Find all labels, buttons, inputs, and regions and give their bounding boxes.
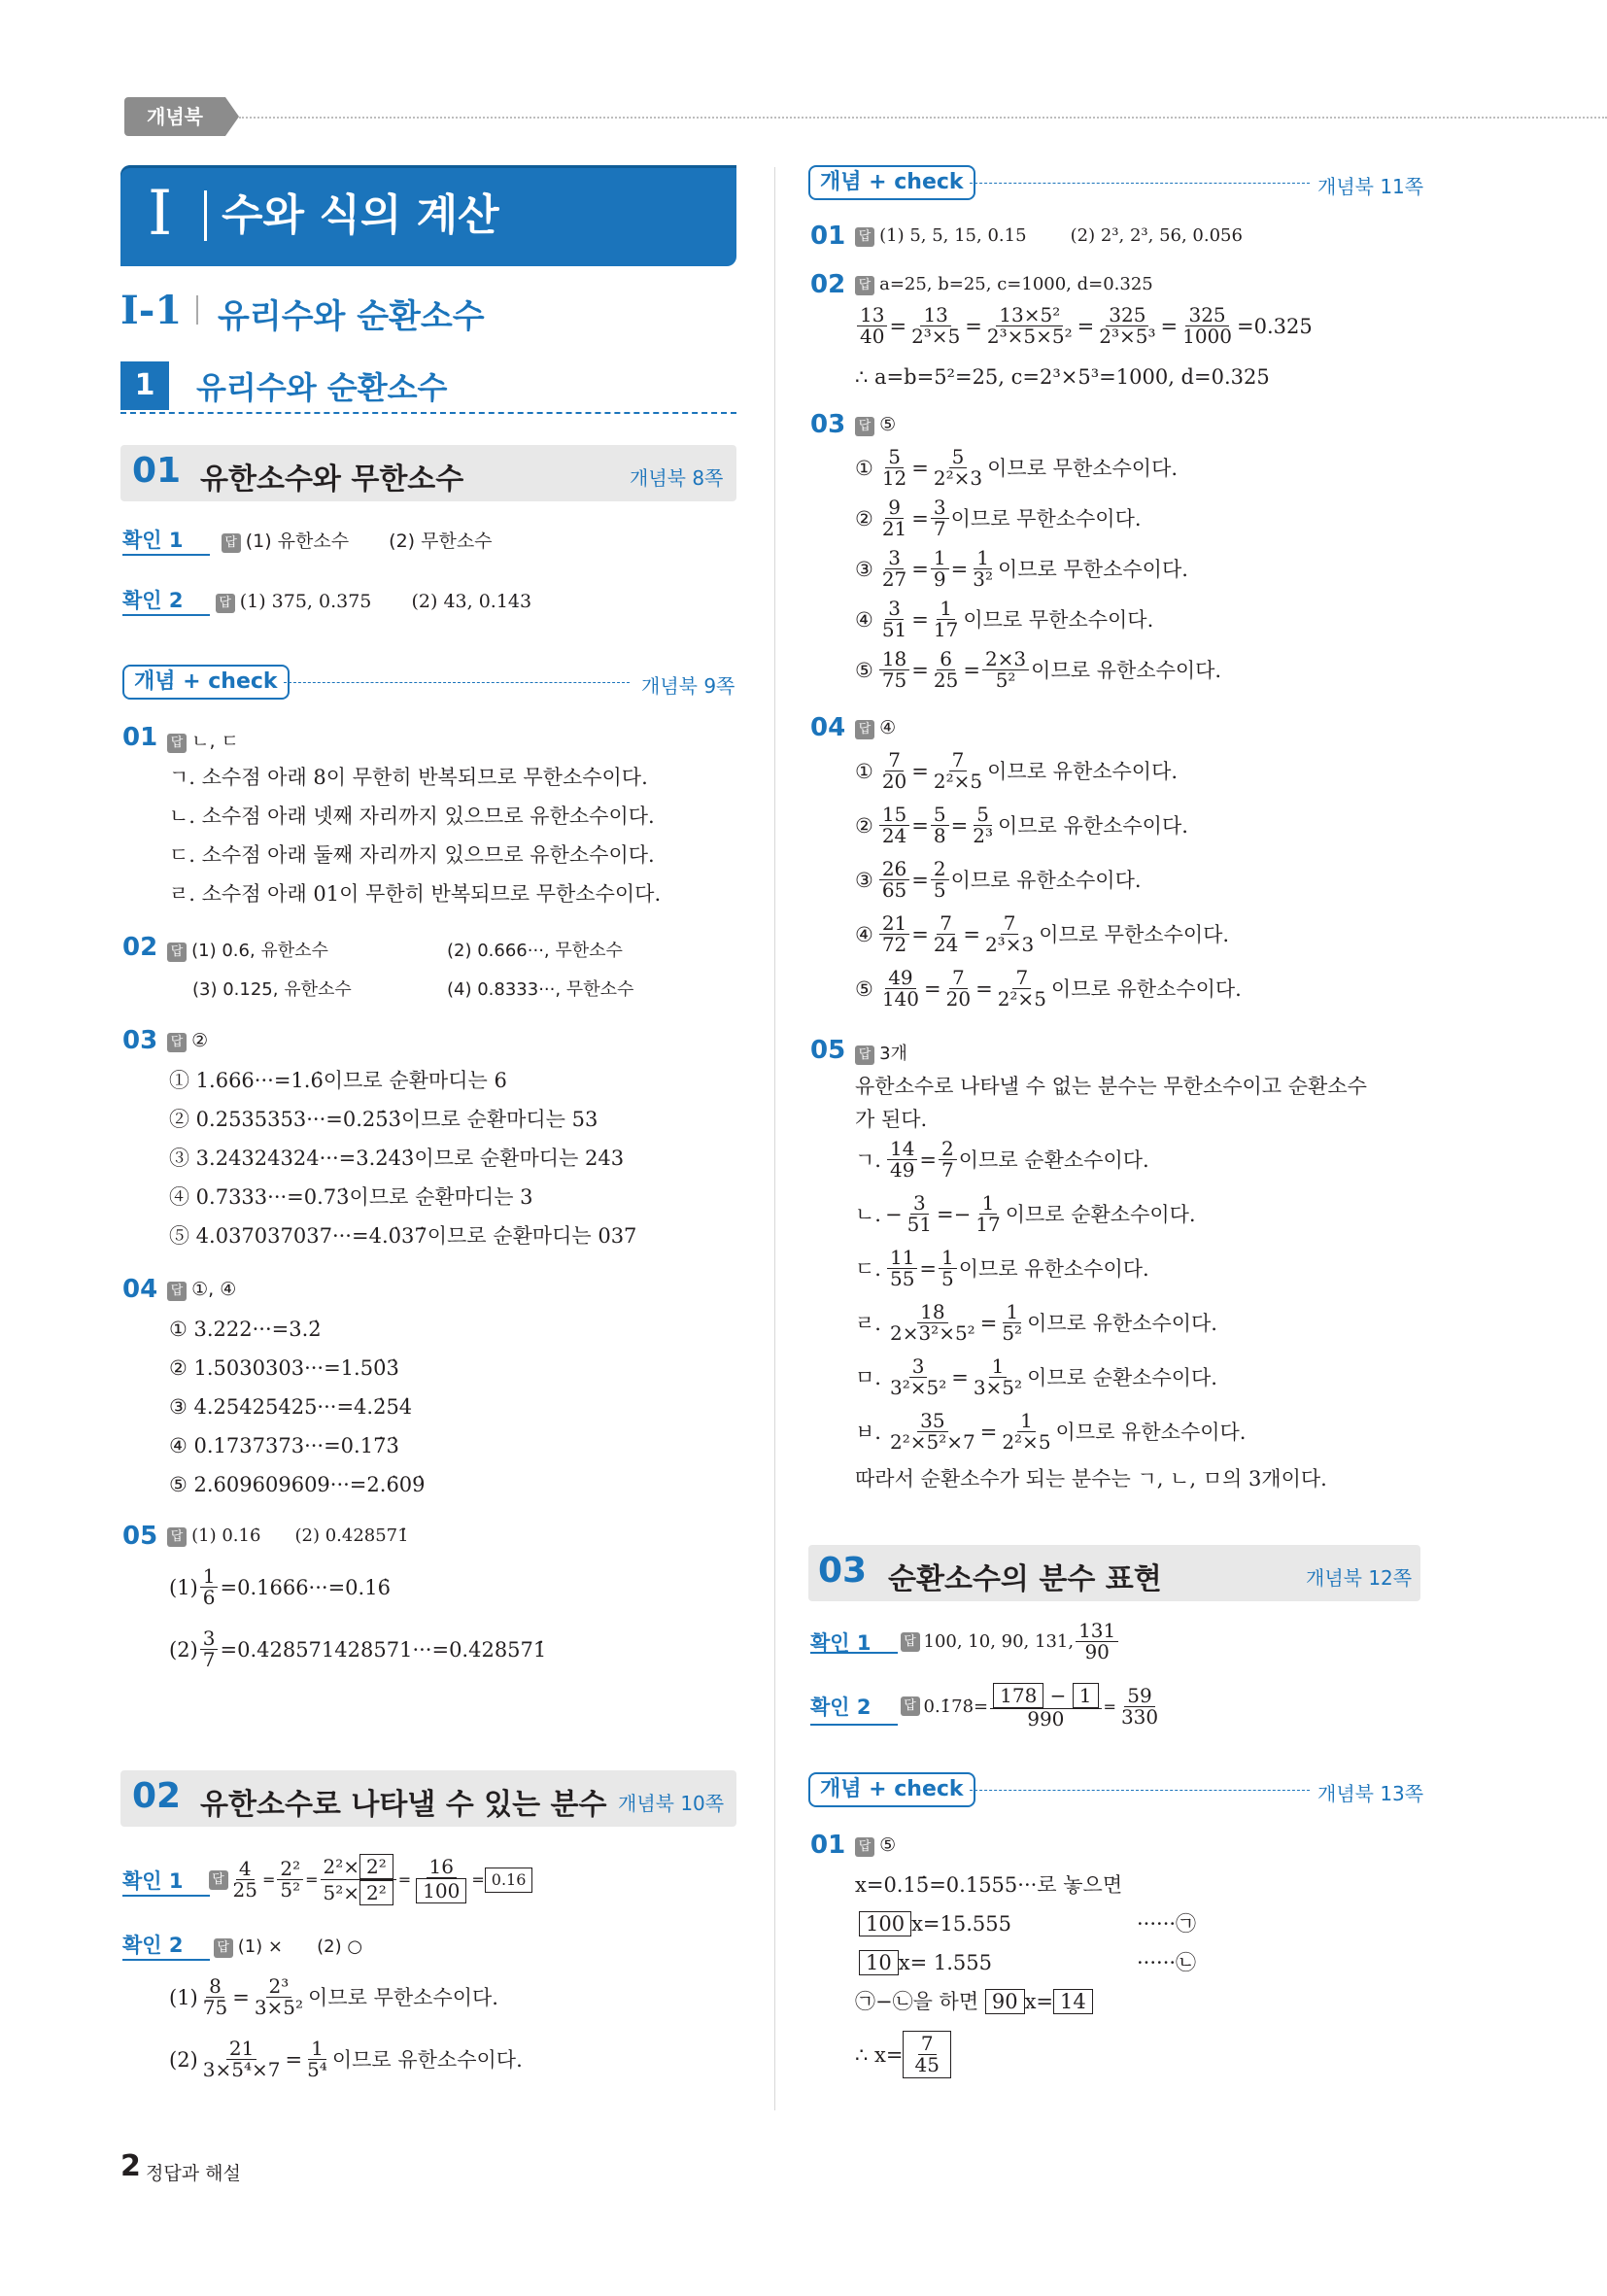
fraction: $\frac{7}{20}$ (881, 748, 907, 793)
section-divider (196, 295, 198, 325)
line-text: ㉠−㉡을 하면 (855, 1990, 979, 2013)
fraction: $\frac{1}{\text{5²}}$ (1002, 1300, 1023, 1345)
explanation-line (169, 1628, 546, 1670)
check-underline (122, 1895, 210, 1897)
check-2-row (122, 585, 531, 614)
fraction: $\frac{7}{45}$ (914, 2032, 940, 2076)
chapter-divider (204, 190, 207, 241)
fraction: $\frac{35}{\text{2²×5²×7}}$ (889, 1409, 975, 1454)
concept-check-tag: 개념 + check (808, 165, 975, 200)
answer-row (167, 1279, 236, 1301)
concept-rule (284, 682, 630, 683)
line-text: 이므로 유한소수이다. (1055, 1420, 1247, 1444)
fraction: $\frac{325}{1000}$ (1182, 303, 1233, 348)
topic-reference: 개념북 12쪽 (1306, 1566, 1413, 1590)
fraction: $\frac{18}{75}$ (879, 649, 909, 691)
topic-reference: 개념북 10쪽 (618, 1792, 725, 1815)
answer-row (167, 1525, 409, 1547)
item-label: (2) (169, 2047, 198, 2072)
fraction: $\frac{5}{8}$ (931, 805, 949, 846)
fraction: $\frac{3}{51}$ (906, 1191, 933, 1236)
concept-reference: 개념북 11쪽 (1317, 175, 1424, 198)
fraction: $\frac{7}{24}$ (933, 911, 959, 956)
answer-badge: 답 (214, 1938, 233, 1958)
check-underline (810, 1652, 898, 1654)
explanation-line (855, 497, 1142, 539)
explanation-line (855, 968, 1242, 1010)
concept-check-tag: 개념 + check (808, 1772, 975, 1807)
fraction: $\frac{1}{\text{2²×5}}$ (1002, 1409, 1051, 1454)
fraction: $\frac{7}{20}$ (945, 966, 972, 1011)
check-2-row: 확인 2 답 0.1̇78̇= $\frac{178 - 1}{990}$ = $\frac{59}{330}$ (810, 1683, 1163, 1730)
equals-sign: = (911, 868, 929, 892)
answer-badge: 답 (855, 227, 874, 247)
answer-1: (1) 5, 5, 15, 0.15 (879, 225, 1027, 246)
fraction: $\frac{\text{2²}}{\text{5²}}$ (277, 1859, 303, 1901)
equals-sign: = (911, 658, 929, 682)
fraction: $\frac{11}{55}$ (887, 1248, 917, 1289)
fraction: $\frac{49}{140}$ (881, 966, 920, 1011)
explanation-line: ② 0.2535353···=0.25̇3̇이므로 순환마디는 53 (169, 1108, 598, 1131)
question-number: 01 (810, 1831, 846, 1860)
item-label: ① (855, 759, 873, 783)
fraction: $\frac{18}{\text{2×3²×5²}}$ (889, 1300, 975, 1345)
check-label: 확인 1 (810, 1630, 872, 1655)
fraction: $\frac{9}{21}$ (881, 496, 907, 540)
equals-sign: = (911, 759, 929, 783)
fraction: $\frac{13}{40}$ (857, 305, 887, 347)
fraction: $\frac{21}{72}$ (879, 913, 909, 955)
item-label: (2) (169, 1637, 198, 1662)
answer-badge: 답 (855, 720, 874, 739)
answer-badge: 답 (855, 1837, 874, 1857)
explanation-line: ③ 4.25425425···=4.2̇54̇ (169, 1395, 413, 1419)
column-divider (774, 167, 775, 2110)
question-number: 01 (810, 222, 846, 251)
fraction: $\frac{6}{25}$ (933, 647, 959, 692)
line-text: 이므로 무한소수이다. (1039, 922, 1230, 946)
equals-sign: = (919, 1148, 938, 1172)
fraction: $\frac{5}{12}$ (881, 445, 907, 490)
item-label: ② (855, 506, 873, 531)
answer-box (903, 2031, 950, 2078)
explanation-line: (1) $\frac{8}{75}$ = $\frac{\text{2³}}{\text{3×5²}}$ 이므로 무한소수이다. (169, 1974, 498, 2019)
explanation-line (855, 1193, 1196, 1235)
line-text: =0.325 (1237, 314, 1313, 338)
fraction: $\frac{15}{24}$ (879, 805, 909, 846)
item-label: ㄱ. (855, 1148, 881, 1172)
check-label: 확인 2 (122, 589, 184, 612)
footer-title: 정답과 해설 (146, 2163, 241, 2184)
equation-tag: ······㉠ (1137, 1912, 1197, 1936)
book-tab: 개념북 (124, 97, 225, 136)
fraction: $\frac{1}{6}$ (200, 1566, 219, 1608)
explanation-line (855, 447, 1178, 489)
fraction: $\frac{325}{\text{2³×5³}}$ (1099, 303, 1156, 348)
fraction: $\frac{2}{5}$ (931, 859, 949, 901)
topic-title: 유한소수로 나타낼 수 있는 분수 (200, 1788, 607, 1822)
explanation-line (859, 1910, 1011, 1937)
fraction: $\frac{\text{13×5²}}{\text{2³×5×5²}}$ (986, 303, 1073, 348)
fraction: $\frac{131}{90}$ (1076, 1621, 1118, 1662)
answer-1: (1) × (237, 1936, 283, 1957)
header-rule (239, 117, 1607, 119)
item-label: ④ (855, 922, 873, 946)
answer-badge: 답 (167, 1527, 187, 1547)
fraction: $\frac{16}{100}$ (413, 1857, 469, 1903)
question-number: 04 (810, 713, 846, 742)
explanation-line: ② 1.5030303···=1.50̇3̇ (169, 1356, 399, 1380)
answer-box: 0.16 (485, 1868, 533, 1893)
fraction: $\frac{2\times 3}{\text{5²}}$ (982, 649, 1029, 691)
answer-badge: 답 (222, 533, 241, 553)
explanation-line: ㄹ. 소수점 아래 01이 무한히 반복되므로 무한소수이다. (169, 882, 662, 906)
check-underline (122, 554, 210, 556)
fraction: $\frac{26}{65}$ (879, 859, 909, 901)
equals-sign: = (919, 1256, 938, 1281)
answer-badge: 답 (209, 1870, 228, 1890)
line-text: 이므로 순환소수이다. (958, 1148, 1149, 1172)
question-number: 02 (810, 270, 846, 299)
concept-check-tag: 개념 + check (122, 665, 290, 700)
explanation-line: ⑤ 2.609609609···=2.6̇09̇ (169, 1473, 426, 1496)
fraction: $\frac{5}{\text{2²×3}}$ (933, 445, 983, 490)
answer-2: (2) ○ (317, 1936, 363, 1957)
line-text: 이므로 무한소수이다. (308, 1985, 498, 2009)
answer-text: 0.1̇78̇= (923, 1696, 989, 1717)
fraction: $\frac{1}{5}$ (939, 1248, 957, 1289)
line-text: 이므로 유한소수이다. (331, 2047, 523, 2072)
answer-row (855, 717, 896, 739)
subsection-number: 1 (120, 361, 169, 410)
fraction: $\frac{7}{\text{2³×3}}$ (984, 911, 1035, 956)
fraction: $\frac{3}{7}$ (200, 1628, 219, 1670)
check-1-row (810, 1621, 1120, 1662)
answer-row (855, 1040, 907, 1065)
answer-1: (1) 375, 0.375 (239, 591, 372, 612)
fraction: $\frac{3}{51}$ (881, 597, 907, 641)
equals-sign: = (950, 557, 969, 581)
equals-sign: = (963, 922, 980, 946)
conclusion-line: 따라서 순환소수가 되는 분수는 ㄱ, ㄴ, ㅁ의 3개이다. (855, 1467, 1327, 1491)
line-text: 이므로 유한소수이다. (958, 1256, 1149, 1281)
answer-2: (2) 무한소수 (389, 531, 493, 552)
line-text: x= 1.555 (898, 1951, 992, 1974)
explanation-line (855, 1988, 1093, 2015)
fraction: $\frac{3}{7}$ (931, 497, 949, 539)
fraction: $\frac{7}{\text{2²×5}}$ (933, 748, 983, 793)
fraction: $\frac{3}{\text{3²×5²}}$ (889, 1354, 947, 1399)
topic-number: 03 (818, 1551, 868, 1591)
check-underline (810, 1724, 898, 1726)
line-text: 이므로 무한소수이다. (987, 456, 1179, 480)
line-text: 이므로 유한소수이다. (987, 759, 1179, 783)
item-label: ① (855, 456, 873, 480)
concept-reference: 개념북 13쪽 (1317, 1782, 1424, 1805)
explanation-line: ㄴ. 소수점 아래 넷째 자리까지 있으므로 유한소수이다. (169, 805, 655, 828)
fraction: $\frac{178 - 1}{990}$ (990, 1683, 1101, 1730)
explanation-line: $\frac{13}{40}$ = $\frac{13}{\text{2³×5}}$ = $\frac{\text{13×5²}}{\text{2³×5×5²}}$ = $\frac{325}{\text{2³×5³}}$ = $\frac{325}{1000}$ =0.325 (855, 305, 1313, 347)
explanation-line (855, 913, 1229, 955)
subsection-title: 유리수와 순환소수 (196, 369, 448, 406)
explanation-line (855, 649, 1221, 691)
answer-value: ⑤ (879, 414, 897, 435)
check-underline (122, 614, 210, 616)
fraction: $\frac{1}{\text{5⁴}}$ (307, 2037, 327, 2081)
explanation-line (855, 1302, 1217, 1344)
equals-sign: = (951, 1365, 969, 1389)
equals-sign: = (911, 506, 929, 531)
answer-box: 10 (859, 1950, 899, 1975)
answer-badge: 답 (855, 1045, 874, 1065)
check-label: 확인 1 (122, 529, 184, 552)
item-label: ㄹ. (855, 1311, 881, 1335)
item-label: ㄴ. (855, 1202, 881, 1226)
explanation-line (169, 1566, 391, 1608)
answer-badge: 답 (901, 1696, 920, 1716)
item-label: ㅁ. (855, 1365, 881, 1389)
explanation-line (855, 1139, 1149, 1181)
answer-2: (2) 2³, 2³, 56, 0.056 (1070, 225, 1243, 246)
item-label: ⑤ (855, 658, 873, 682)
fraction: $\frac{1}{17}$ (975, 1191, 1001, 1236)
equals-sign: = (911, 922, 929, 946)
fraction: $\frac{7}{\text{2²×5}}$ (997, 966, 1046, 1011)
answer-1: (1) 0.16̇ (191, 1525, 261, 1546)
check-1-row (122, 525, 493, 554)
line-text: 이므로 무한소수이다. (950, 506, 1142, 531)
answer-1: (1) 0.6, 유한소수 (191, 941, 328, 961)
explanation-line: 유한소수로 나타낼 수 없는 분수는 무한소수이고 순환소수 (855, 1075, 1367, 1098)
section-number: I-1 (120, 288, 183, 333)
equals-sign: = (950, 813, 969, 838)
explanation-line: ④ 0.1737373···=0.17̇3̇ (169, 1434, 399, 1457)
topic-number: 01 (132, 451, 182, 491)
equals-sign: = (911, 557, 929, 581)
topic-title: 순환소수의 분수 표현 (888, 1562, 1162, 1596)
fraction: $\frac{5}{\text{2³}}$ (973, 803, 993, 847)
explanation-line (855, 859, 1142, 901)
item-label: ③ (855, 868, 873, 892)
answer-1: (1) 유한소수 (245, 531, 350, 552)
check-label: 확인 2 (122, 1934, 184, 1957)
explanation-line: ① 3.222···=3.2̇ (169, 1318, 322, 1341)
line-text: 이므로 무한소수이다. (963, 607, 1154, 632)
explanation-line: ③ 3.24324324···=3.2̇43̇이므로 순환마디는 243 (169, 1147, 625, 1170)
fraction: $\frac{13}{\text{2³×5}}$ (911, 303, 961, 348)
explanation-line (855, 805, 1188, 846)
check-label: 확인 1 (122, 1868, 184, 1893)
question-number: 03 (810, 410, 846, 439)
item-label: ② (855, 813, 873, 838)
item-label: (1) (169, 1575, 198, 1599)
equals-sign: = (911, 813, 929, 838)
equals-sign: = (911, 456, 929, 480)
answer-box: 90 (985, 1989, 1025, 2014)
line-text: 이므로 유한소수이다. (1050, 977, 1242, 1001)
answer-badge: 답 (167, 1282, 187, 1301)
line-text: 이므로 무한소수이다. (997, 557, 1188, 581)
explanation-line (855, 1248, 1149, 1289)
line-text: 이므로 유한소수이다. (1031, 658, 1222, 682)
equals-sign: = (911, 607, 929, 632)
line-text: ∴ x= (855, 2042, 904, 2067)
explanation-line: ∴ a=b=5²=25, c=2³×5³=1000, d=0.325 (855, 365, 1270, 389)
fraction: $\frac{8}{75}$ (202, 1974, 228, 2019)
item-label: ④ (855, 607, 873, 632)
equals-sign: = (924, 977, 941, 1001)
explanation-line: ④ 0.7333···=0.73̇이므로 순환마디는 3 (169, 1185, 533, 1209)
equation-tag: ······㉡ (1137, 1951, 1197, 1974)
equals-sign: = (979, 1311, 998, 1335)
answer-box: 100 (859, 1911, 911, 1936)
item-label: (1) (169, 1985, 198, 2009)
question-number: 01 (122, 723, 158, 752)
answer-value: ⑤ (879, 1834, 897, 1856)
question-number: 05 (122, 1522, 158, 1551)
equals-sign: = (979, 1420, 998, 1444)
answer-text: 100, 10, 90, 131, (923, 1631, 1075, 1652)
line-text: 이므로 유한소수이다. (1027, 1311, 1217, 1335)
explanation-line (855, 548, 1188, 590)
answer-2: (2) 0.666···, 무한소수 (447, 941, 623, 961)
check-underline (122, 1959, 210, 1961)
answer-row (855, 274, 1153, 295)
question-number: 03 (122, 1026, 158, 1055)
answer-box: 14 (1053, 1989, 1093, 2014)
check-label: 확인 2 (810, 1696, 872, 1719)
answer-value: 3개 (879, 1044, 907, 1064)
answer-value: ㄴ, ㄷ (191, 731, 239, 752)
answer-row (855, 225, 1243, 247)
answer-value: ④ (879, 717, 897, 738)
fraction: $\frac{1}{17}$ (933, 597, 959, 641)
fraction: $\frac{14}{49}$ (887, 1139, 917, 1181)
topic-number: 02 (132, 1776, 182, 1816)
fraction: $\frac{\text{2³}}{\text{3×5²}}$ (254, 1974, 304, 2019)
answer-badge: 답 (855, 417, 874, 436)
answer-badge: 답 (855, 276, 874, 295)
answer-value: a=25, b=25, c=1000, d=0.325 (879, 274, 1153, 294)
concept-reference: 개념북 9쪽 (641, 674, 735, 698)
explanation-line (855, 599, 1153, 640)
chapter-number: I (148, 178, 173, 250)
explanation-line (855, 1356, 1217, 1398)
answer-row (855, 414, 896, 436)
line-text: x=15.555 (911, 1912, 1012, 1936)
fraction: $\frac{4}{25}$ (232, 1857, 257, 1902)
fraction: $\frac{1}{9}$ (931, 548, 949, 590)
line-text: x= (1024, 1990, 1054, 2013)
answer-2: (2) 43, 0.143 (411, 591, 532, 612)
topic-title: 유한소수와 무한소수 (200, 463, 464, 497)
explanation-line: ① 1.666···=1.6̇이므로 순환마디는 6 (169, 1069, 507, 1092)
answer-2: (2) 0.4̇28571̇ (294, 1525, 409, 1546)
line-text: 이므로 순환소수이다. (1005, 1202, 1196, 1226)
answer-row (167, 727, 239, 753)
equals-sign: = (975, 977, 993, 1001)
fraction: $\frac{1}{\text{3×5²}}$ (973, 1354, 1023, 1399)
fraction: $\frac{\text{2²× 2²}}{\text{5²× 2²}}$ (321, 1854, 396, 1905)
page-number: 2 (120, 2149, 141, 2183)
answer-3: (3) 0.125, 유한소수 (192, 979, 352, 1000)
line-text: =0.428571428571···=0.4̇28571̇ (220, 1637, 547, 1662)
answer-value: ② (191, 1030, 209, 1051)
answer-badge: 답 (167, 1033, 187, 1052)
line-text: 이므로 순환소수이다. (1027, 1365, 1217, 1389)
item-label: ③ (855, 557, 873, 581)
answer-badge: 답 (216, 594, 235, 613)
item-label: ㅂ. (855, 1420, 881, 1444)
concept-rule (970, 1790, 1310, 1791)
answer-row (167, 937, 328, 962)
check-2-row (122, 1930, 362, 1959)
equals-sign: =− (937, 1202, 972, 1226)
explanation-line: ㄱ. 소수점 아래 8이 무한히 반복되므로 무한소수이다. (169, 766, 648, 789)
concept-rule (970, 183, 1310, 184)
explanation-line (855, 1411, 1246, 1453)
answer-value: ①, ④ (191, 1279, 237, 1300)
chapter-title: 수와 식의 계산 (222, 190, 499, 240)
book-tab-arrow (225, 97, 239, 136)
explanation-line: 가 된다. (855, 1108, 928, 1131)
answer-badge: 답 (901, 1632, 920, 1652)
subsection-rule (120, 412, 736, 414)
item-label: ⑤ (855, 977, 873, 1001)
answer-4: (4) 0.8333···, 무한소수 (447, 979, 634, 1000)
section-title: 유리수와 순환소수 (218, 297, 485, 336)
explanation-line (855, 2031, 951, 2078)
check-1-row: 확인 1 답 $\frac{4}{25}$ = $\frac{\text{2²}}{\text{5²}}$ = $\frac{\text{2²× 2²}}{\text{5²× 2²}}$ = $\frac{16}{100}$ = 0.16 (122, 1854, 532, 1905)
topic-reference: 개념북 8쪽 (630, 466, 724, 490)
explanation-line: ㄷ. 소수점 아래 둘째 자리까지 있으므로 유한소수이다. (169, 843, 655, 867)
question-number: 05 (810, 1036, 846, 1065)
explanation-line (855, 750, 1178, 792)
answer-badge: 답 (167, 942, 187, 962)
fraction: $\frac{2}{7}$ (939, 1139, 957, 1181)
explanation-line: ⑤ 4.037037037···=4.0̇37̇이므로 순환마디는 037 (169, 1224, 637, 1248)
answer-badge: 답 (167, 734, 187, 753)
fraction: $\frac{1}{\text{3²}}$ (973, 546, 993, 591)
fraction: $\frac{21}{\text{3×5⁴×7}}$ (202, 2037, 281, 2081)
line-text: 이므로 유한소수이다. (997, 813, 1188, 838)
item-label: ㄷ. (855, 1256, 881, 1281)
sign: − (884, 1202, 903, 1226)
explanation-line (859, 1949, 992, 1976)
answer-row (855, 1834, 896, 1857)
question-number: 04 (122, 1275, 158, 1304)
fraction: $\frac{59}{330}$ (1120, 1683, 1159, 1729)
answer-row (167, 1030, 208, 1052)
question-number: 02 (122, 933, 158, 962)
fraction: $\frac{3}{27}$ (881, 546, 907, 591)
explanation-line: x=0.15̇=0.1555···로 놓으면 (855, 1873, 1123, 1897)
explanation-line: (2) $\frac{21}{\text{3×5⁴×7}}$ = $\frac{1}{\text{5⁴}}$ 이므로 유한소수이다. (169, 2037, 523, 2081)
equals-sign: = (963, 658, 980, 682)
line-text: 이므로 유한소수이다. (950, 868, 1142, 892)
line-text: =0.1666···=0.16̇ (220, 1575, 391, 1599)
